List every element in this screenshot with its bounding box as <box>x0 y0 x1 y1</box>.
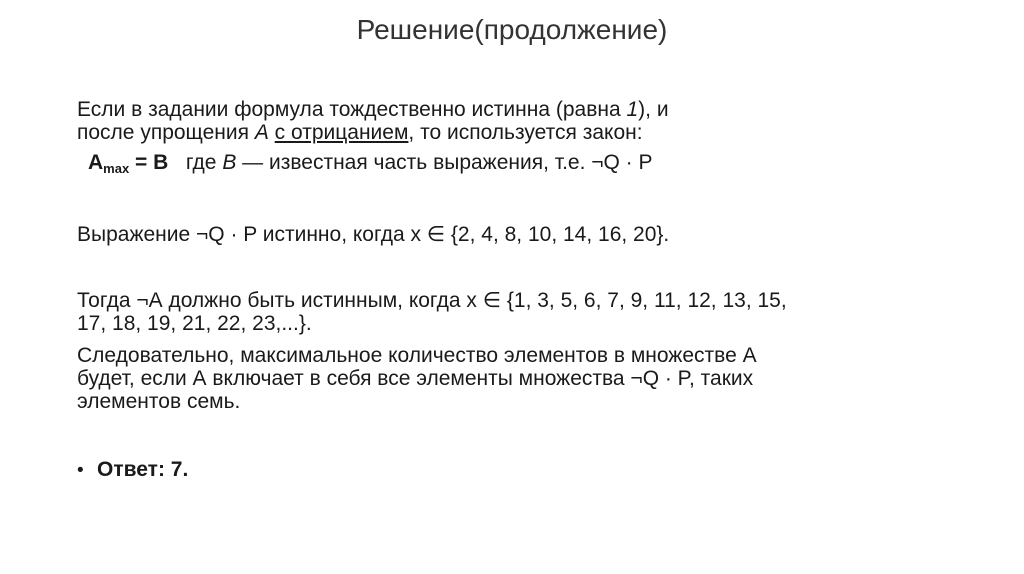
formula-rhs: = B <box>129 151 169 174</box>
paragraph-expression-line: Выражение ¬Q · P истинно, когда x ∈ {2, 4, 8, 10, 14, 16, 20}. <box>77 223 670 246</box>
paragraph-then-line-2: 17, 18, 19, 21, 22, 23,...}. <box>77 312 312 335</box>
formula-subscript: max <box>103 161 130 176</box>
text-fragment: Если в задании формула тождественно истинна (равна <box>77 98 627 121</box>
paragraph-law <box>77 98 977 180</box>
italic-variable: А <box>254 121 269 144</box>
formula-variable: A <box>88 151 104 174</box>
italic-variable: В <box>222 151 237 174</box>
slide-title: Решение(продолжение) <box>356 14 668 45</box>
paragraph-conclusion-line-1: Следовательно, максимальное количество элементов в множестве А <box>77 344 757 367</box>
answer-bullet-item <box>77 458 977 482</box>
paragraph-conclusion <box>77 344 977 413</box>
paragraph-expression <box>77 223 977 246</box>
bullet-icon: • <box>77 460 84 481</box>
paragraph-conclusion-line-2: будет, если А включает в себя все элементы множества ¬Q · P, таких <box>77 367 754 390</box>
law-formula-line <box>77 151 977 180</box>
paragraph-then <box>77 289 977 335</box>
law-formula <box>88 151 168 174</box>
paragraph-law-line-1 <box>77 98 977 121</box>
text-fragment: ), и <box>638 98 669 121</box>
text-fragment: после упрощения <box>77 121 255 144</box>
paragraph-then-line-1: Тогда ¬А должно быть истинным, когда x ∈ {1, 3, 5, 6, 7, 9, 11, 12, 13, 15, <box>77 289 787 312</box>
slide-body <box>77 98 977 482</box>
text-fragment: где <box>168 151 223 174</box>
italic-value: 1 <box>626 98 639 121</box>
underlined-phrase: с отрицанием <box>274 121 409 144</box>
text-fragment: , то используется закон: <box>408 121 643 144</box>
paragraph-conclusion-line-3: элементов семь. <box>77 390 241 413</box>
answer-text: Ответ: 7. <box>97 458 189 481</box>
paragraph-law-line-2 <box>77 121 977 144</box>
text-fragment: — известная часть выражения, т.е. ¬Q · P <box>236 151 653 174</box>
